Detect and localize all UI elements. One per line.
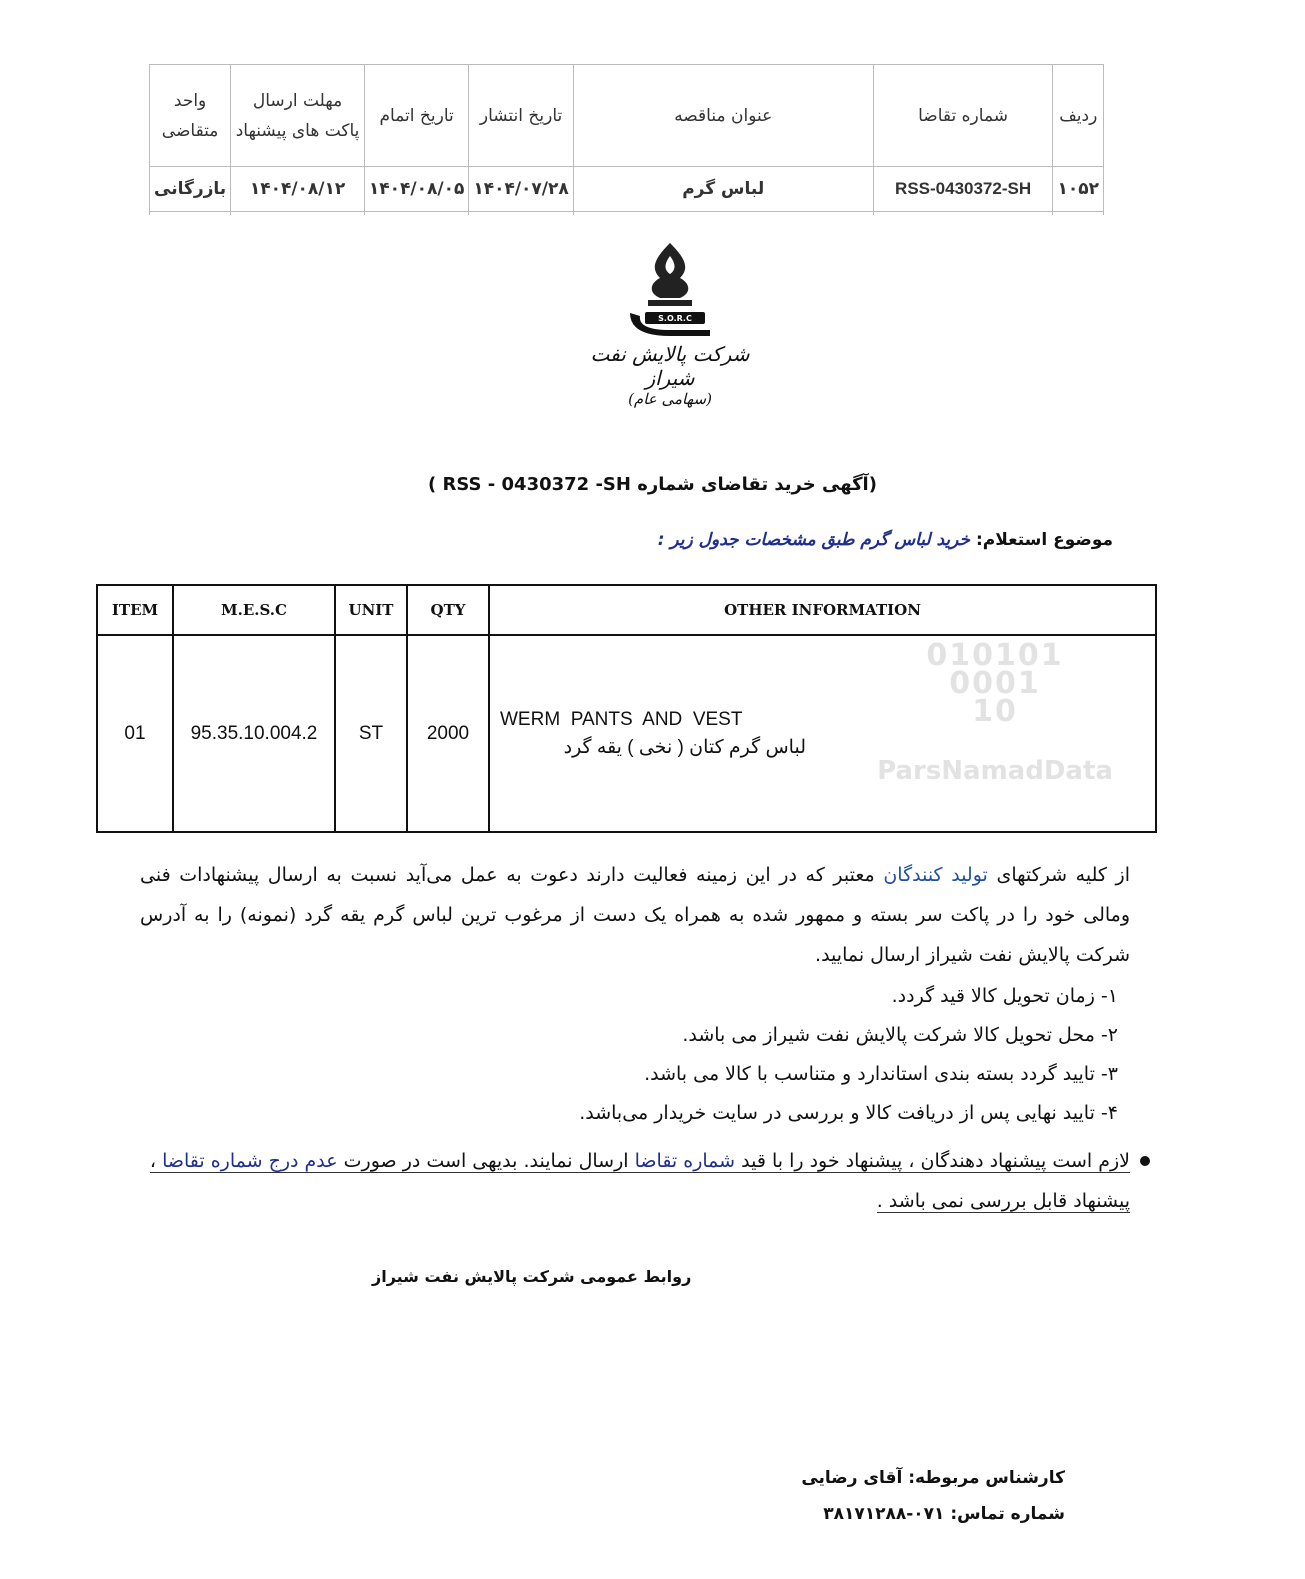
request-no: RSS-0430372-SH <box>873 167 1053 212</box>
note-highlight-request-no: شماره تقاضا <box>634 1150 736 1172</box>
items-table <box>96 584 1157 833</box>
note-text: ، پیشنهاد قابل بررسی نمی باشد . <box>149 1150 1130 1212</box>
bullet-icon <box>1140 1156 1150 1166</box>
condition-item: ۳- تایید گردد بسته بندی استاندارد و متناسب با کالا می باشد. <box>644 1063 1118 1085</box>
note-text: ارسال نمایند. بدیهی است در صورت <box>337 1150 635 1172</box>
header-mesc: M.E.S.C <box>173 585 335 635</box>
tender-title: لباس گرم <box>573 167 873 212</box>
item-no: 01 <box>97 635 173 832</box>
watermark: 010101 0001 10 ParsNamadData <box>877 638 1113 786</box>
contact-info <box>801 1460 1065 1532</box>
info-persian: لباس گرم کتان ( نخی ) یقه گرد <box>563 736 806 758</box>
other-info <box>489 635 1156 832</box>
svg-text:S.O.R.C: S.O.R.C <box>658 314 692 323</box>
header-unit: UNIT <box>335 585 407 635</box>
deadline: ۱۴۰۴/۰۸/۱۲ <box>231 167 365 212</box>
header-request-no: شماره تقاضا <box>873 65 1053 167</box>
header-publish-date: تاریخ انتشار <box>469 65 573 167</box>
paragraph-highlight: تولید کنندگان <box>883 864 988 886</box>
note-highlight-missing: عدم درج شماره تقاضا <box>162 1150 338 1172</box>
summary-table <box>149 64 1104 215</box>
body-text <box>140 855 1130 1286</box>
subject-value: خرید لباس گرم طبق مشخصات جدول زیر : <box>657 530 971 550</box>
header-deadline: مهلت ارسال پاکت های پیشنهاد <box>231 65 365 167</box>
header-item: ITEM <box>97 585 173 635</box>
company-logo: S.O.R.C شرکت پالایش نفت شیراز (سهامی عام) <box>590 238 750 428</box>
note-text: لازم است پیشنهاد دهندگان ، پیشنهاد خود را با قید <box>735 1150 1130 1172</box>
info-english: WERM PANTS AND VEST <box>500 708 743 730</box>
header-qty: QTY <box>407 585 489 635</box>
paragraph-text: از کلیه شرکتهای <box>987 864 1130 886</box>
signature: روابط عمومی شرکت پالایش نفت شیراز <box>372 1267 692 1286</box>
table-row <box>97 635 1156 832</box>
subject-line <box>658 530 1113 550</box>
items-header-row <box>97 585 1156 635</box>
header-tender-title: عنوان مناقصه <box>573 65 873 167</box>
end-date: ۱۴۰۴/۰۸/۰۵ <box>364 167 468 212</box>
publish-date: ۱۴۰۴/۰۷/۲۸ <box>469 167 573 212</box>
contact-expert: کارشناس مربوطه: آقای رضایی <box>801 1468 1065 1488</box>
invitation-paragraph <box>140 855 1130 975</box>
header-department: واحد متقاضی <box>150 65 231 167</box>
flame-emblem-icon <box>610 238 730 338</box>
mesc-code: 95.35.10.004.2 <box>173 635 335 832</box>
quantity: 2000 <box>407 635 489 832</box>
announcement-title: (آگهی خرید تقاضای شماره RSS - 0430372 -SH ) <box>428 474 877 495</box>
subject-label: موضوع استعلام: <box>975 530 1113 550</box>
department: بازرگانی <box>150 167 231 212</box>
condition-item: ۱- زمان تحویل کالا قید گردد. <box>891 985 1118 1007</box>
header-row-no: ردیف <box>1053 65 1104 167</box>
summary-row <box>150 167 1104 212</box>
summary-header-row <box>150 65 1104 167</box>
row-no: ۱۰۵۲ <box>1053 167 1104 212</box>
contact-phone: شماره تماس: ۰۷۱-۳۸۱۷۱۲۸۸ <box>823 1504 1065 1524</box>
condition-item: ۴- تایید نهایی پس از دریافت کالا و بررسی در سایت خریدار می‌باشد. <box>579 1102 1118 1124</box>
header-end-date: تاریخ اتمام <box>364 65 468 167</box>
conditions-list <box>140 977 1130 1133</box>
header-other-info: OTHER INFORMATION <box>489 585 1156 635</box>
important-note <box>140 1141 1130 1221</box>
important-note-block <box>140 1141 1130 1221</box>
paragraph-text-rest: معتبر که در این زمینه فعالیت دارند دعوت به عمل می‌آید نسبت به ارسال پیشنهادات فنی ومالی خود را در پاکت سر بسته و ممهور شده به همراه یک دست از مرغوب ترین لباس گرم یقه گرد (نمونه) را به آدرس شرکت پالایش نفت شیراز ارسال نمایید. <box>140 864 1130 966</box>
unit: ST <box>335 635 407 832</box>
condition-item: ۲- محل تحویل کالا شرکت پالایش نفت شیراز می باشد. <box>682 1024 1118 1046</box>
